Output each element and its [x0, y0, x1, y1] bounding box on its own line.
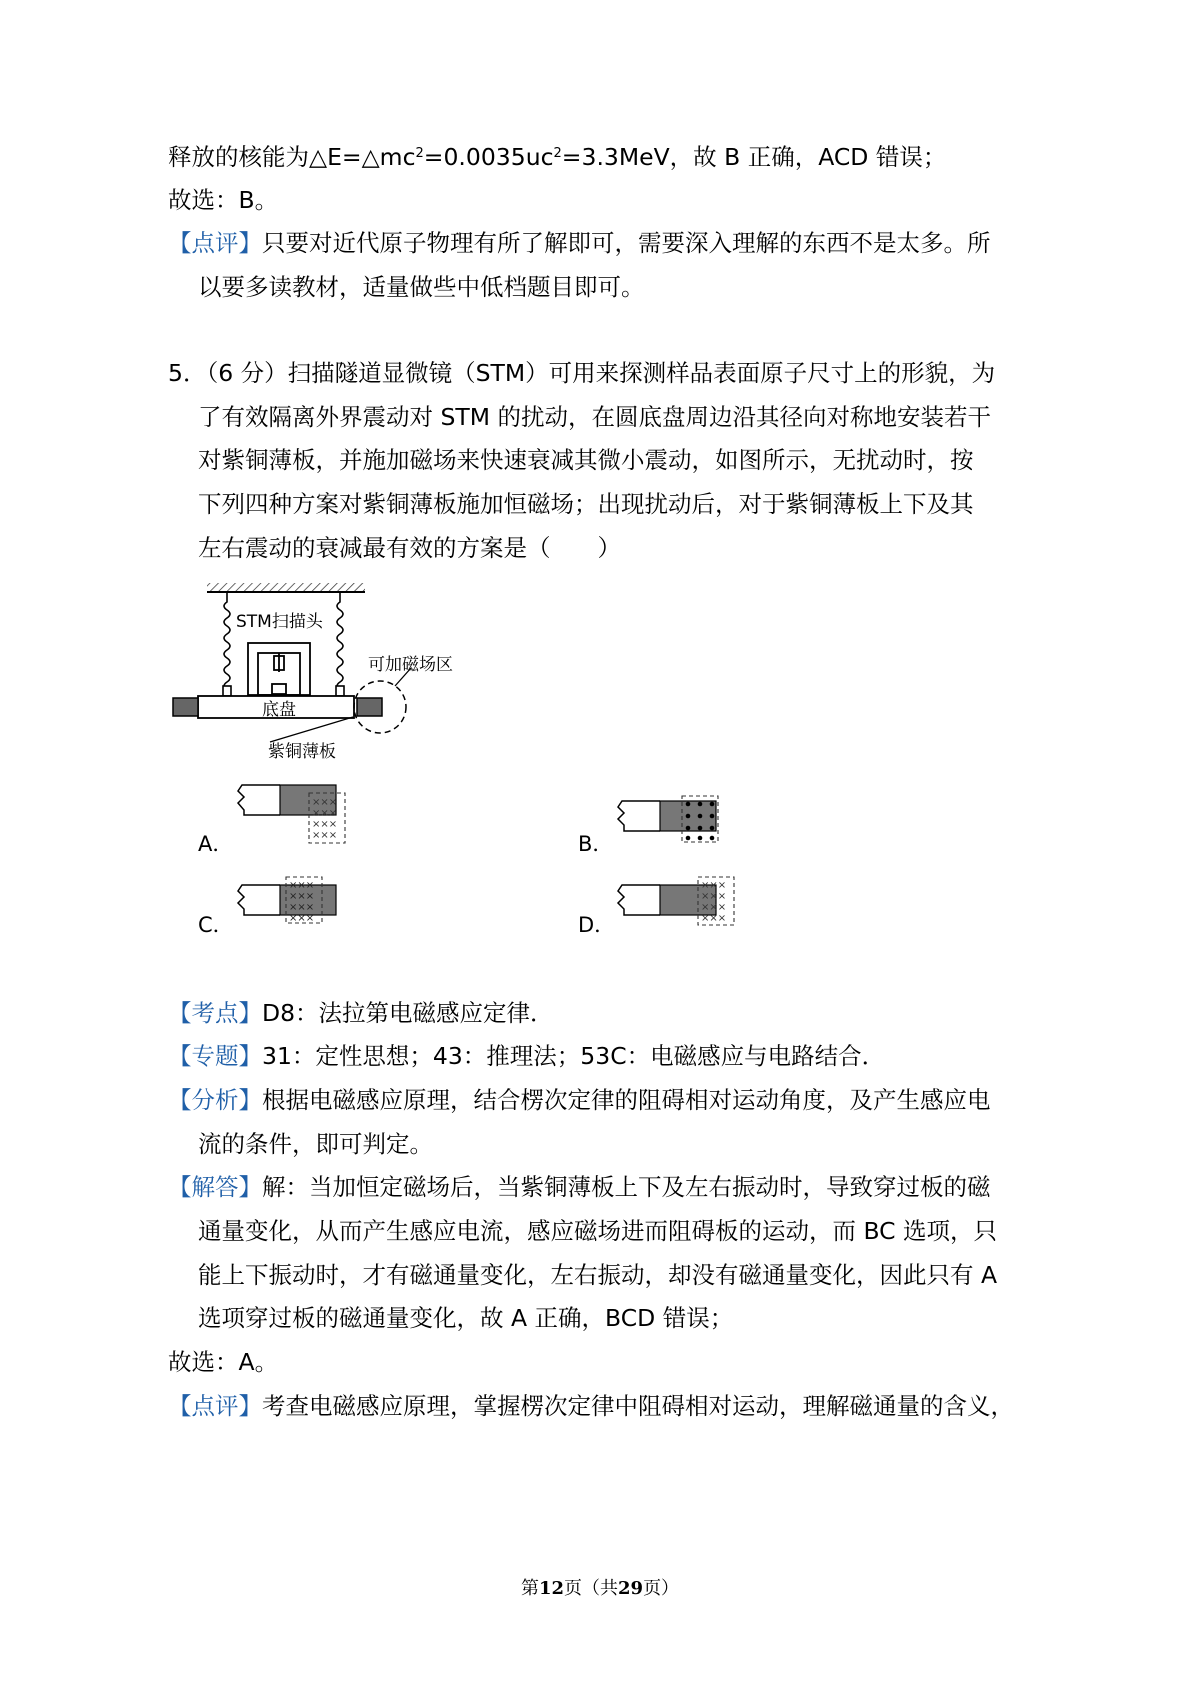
dianping-line: 【点评】考查电磁感应原理，掌握楞次定律中阻碍相对运动，理解磁通量的含义， — [168, 1392, 1014, 1420]
prev-comment-cont: 以要多读教材，适量做些中低档题目即可。 — [198, 273, 645, 301]
jieda-tag: 【解答】 — [168, 1173, 262, 1201]
zhuanti-line: 【专题】31：定性思想；43：推理法；53C：电磁感应与电路结合． — [168, 1042, 886, 1070]
option-a-label: A． — [198, 832, 234, 856]
option-c-diagram — [236, 874, 348, 930]
plate-label: 紫铜薄板 — [268, 742, 336, 762]
prev-comment: 【点评】只要对近代原子物理有所了解即可，需要深入理解的东西不是太多。所 — [168, 229, 991, 257]
zhuanti-tag: 【专题】 — [168, 1042, 262, 1070]
kaodian-tag: 【考点】 — [168, 999, 262, 1027]
jieda-cont-2: 能上下振动时，才有磁通量变化，左右振动，却没有磁通量变化，因此只有 A — [198, 1261, 998, 1289]
prev-answer: 故选：B。 — [168, 186, 279, 214]
option-b-label: B． — [578, 832, 614, 856]
comment-tag: 【点评】 — [168, 229, 262, 257]
option-d-label: D． — [578, 913, 616, 937]
plate-label-leader — [270, 717, 353, 742]
svg-text:×××: ××× — [312, 819, 338, 830]
option-d-diagram — [616, 874, 738, 930]
page-footer: 第12页（共29页） — [520, 1578, 680, 1599]
fenxi-tag: 【分析】 — [168, 1086, 262, 1114]
stm-label: STM扫描头 — [236, 612, 323, 632]
field-label: 可加磁场区 — [368, 655, 453, 675]
kaodian-line: 【考点】D8：法拉第电磁感应定律． — [168, 999, 554, 1027]
svg-text:×××: ××× — [701, 891, 727, 902]
scan-head — [248, 643, 310, 695]
solution-answer: 故选：A。 — [168, 1348, 279, 1376]
dianping-tag: 【点评】 — [168, 1392, 262, 1420]
option-a-diagram — [236, 776, 348, 848]
page-total: 29 — [618, 1578, 644, 1599]
option-c-label: C． — [198, 913, 234, 937]
prev-solution-line: 释放的核能为$\triangle E=\triangle mc^2=0.0035uc^2=3.3MeV$，故 B 正确，ACD 错误； — [168, 143, 947, 171]
option-b-diagram — [616, 794, 728, 848]
fenxi-line: 【分析】根据电磁感应原理，结合楞次定律的阻碍相对运动角度，及产生感应电 — [168, 1086, 991, 1114]
svg-text:×××: ××× — [289, 891, 315, 902]
jieda-cont-1: 通量变化，从而产生感应电流，感应磁场进而阻碍板的运动，而 BC 选项，只 — [198, 1217, 998, 1245]
fenxi-cont: 流的条件，即可判定。 — [198, 1130, 433, 1158]
question-line-1: 5．（6 分）扫描隧道显微镜（STM）可用来探测样品表面原子尺寸上的形貌，为 — [168, 359, 996, 387]
svg-text:×××: ××× — [312, 808, 338, 819]
svg-text:×××: ××× — [289, 913, 315, 924]
svg-text:×××: ××× — [289, 880, 315, 891]
base-label: 底盘 — [262, 700, 296, 720]
jieda-line: 【解答】解：当加恒定磁场后，当紫铜薄板上下及左右振动时，导致穿过板的磁 — [168, 1173, 991, 1201]
svg-text:×××: ××× — [701, 913, 727, 924]
svg-text:×××: ××× — [701, 880, 727, 891]
jieda-cont-3: 选项穿过板的磁通量变化，故 A 正确，BCD 错误； — [198, 1304, 734, 1332]
svg-text:×××: ××× — [701, 902, 727, 913]
question-line-5: 左右震动的衰减最有效的方案是（ ） — [198, 534, 621, 562]
page-number: 12 — [538, 1578, 564, 1599]
question-line-3: 对紫铜薄板，并施加磁场来快速衰减其微小震动，如图所示，无扰动时，按 — [198, 446, 974, 474]
ceiling — [207, 583, 365, 592]
svg-text:×××: ××× — [312, 797, 338, 808]
svg-text:×××: ××× — [312, 830, 338, 841]
svg-text:×××: ××× — [289, 902, 315, 913]
question-line-4: 下列四种方案对紫铜薄板施加恒磁场；出现扰动后，对于紫铜薄板上下及其 — [198, 490, 974, 518]
stm-diagram — [170, 580, 470, 770]
question-line-2: 了有效隔离外界震动对 STM 的扰动，在圆底盘周边沿其径向对称地安装若干 — [198, 403, 991, 431]
